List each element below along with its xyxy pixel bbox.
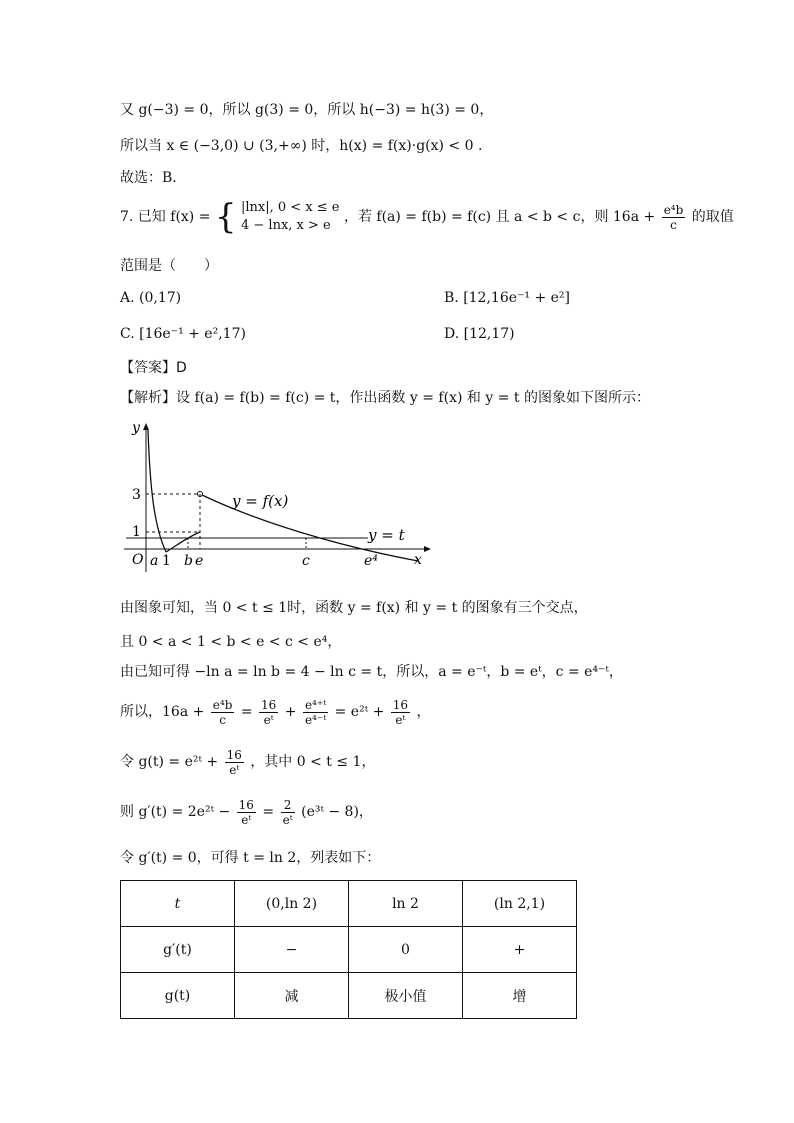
solution-line-1: 由图象可知，当 0 < t ≤ 1时，函数 y = f(x) 和 y = t 的图象有三个交点， [120,600,588,616]
s4-prefix: 所以，16a + [120,704,205,720]
s5-end: ，其中 0 < t ≤ 1， [250,754,376,770]
s4-tail: = e²ᵗ + [334,704,385,720]
s4-plus: + [284,704,297,720]
table-row [121,973,577,1019]
analysis-line: 【解析】设 f(a) = f(b) = f(c) = t，作出函数 y = f(x) 和 y = t 的图象如下图所示： [120,390,650,406]
s4-frac-2 [259,698,278,727]
s4-frac-1 [211,698,235,727]
option-b: B. [12,16e⁻¹ + e²] [444,290,571,306]
s4-f4-den: eᵗ [391,712,410,727]
option-c: C. [16e⁻¹ + e²,17) [120,326,246,342]
curve-label: y = f(x) [232,492,289,510]
fraction-numerator: e⁴b [663,202,684,217]
table-cell: + [463,927,577,973]
table-cell: − [235,927,349,973]
y-label: y [132,420,140,436]
table-cell: 减 [235,973,349,1019]
x-tick-1: 1 [162,553,171,569]
fraction-denominator: c [662,217,686,232]
table-cell: 极小值 [349,973,463,1019]
question-prefix: 7. 已知 f(x) = [120,209,211,225]
x-tick-b: b [184,553,193,569]
solution-line-5 [120,742,375,782]
s6-f1-den: eᵗ [237,812,256,827]
table-cell: 增 [463,973,577,1019]
table-cell: ln 2 [349,881,463,927]
question-line-2: 范围是（ ） [120,258,218,274]
s4-frac-4 [391,698,410,727]
sign-table [120,880,577,1019]
s4-f2-num: 16 [261,697,277,712]
table-cell: (ln 2,1) [463,881,577,927]
function-graph [118,418,438,576]
x-tick-a: a [150,553,159,569]
s4-f1-den: c [211,712,235,727]
piecewise-cases [241,199,340,235]
s6-frac-1 [237,798,256,827]
x-label: x [414,552,422,568]
tick-1: 1 [132,524,141,540]
s5-prefix: 令 g(t) = e²ᵗ + [120,754,219,770]
s6-frac-2 [281,798,295,827]
question-mid: ，若 f(a) = f(b) = f(c) 且 a < b < c，则 16a + [343,209,656,225]
question-fraction [662,203,686,232]
solution-line-3: 由已知可得 −ln a = ln b = 4 − ln c = t，所以，a = e⁻ᵗ，b = eᵗ，c = e⁴⁻ᵗ， [120,664,623,680]
s4-eq: = [240,704,253,720]
question-suffix: 的取值 [691,209,734,225]
text-line-2: 所以当 x ∈ (−3,0) ∪ (3,+∞) 时，h(x) = f(x)·g(x) < 0 . [120,138,483,154]
answer-line: 【答案】D [120,360,187,376]
s4-f3-den: e⁴⁻ᵗ [304,712,327,727]
s4-f3-num: e⁴⁺ᵗ [304,697,327,712]
table-cell: t [121,881,235,927]
case-2: 4 − lnx, x > e [241,218,331,233]
s6-prefix: 则 g′(t) = 2e²ᵗ − [120,804,231,820]
option-d: D. [12,17) [444,326,515,342]
s4-frac-3 [303,698,328,727]
line-label: y = t [368,526,405,544]
origin-label: O [132,552,144,568]
option-a: A. (0,17) [120,290,182,306]
brace: { [214,197,237,237]
solution-line-7: 令 g′(t) = 0，可得 t = ln 2，列表如下： [120,850,381,866]
s6-f2-den: eᵗ [282,812,293,827]
s5-frac [225,748,244,777]
table-row [121,927,577,973]
text-line-3: 故选：B. [120,170,177,186]
tick-3: 3 [132,487,141,503]
table-cell: 0 [349,927,463,973]
curve-left-branch [148,430,166,552]
x-tick-c: c [302,553,310,569]
solution-line-4 [120,692,431,732]
case-1: |lnx|, 0 < x ≤ e [241,200,340,215]
solution-line-2: 且 0 < a < 1 < b < e < c < e⁴， [120,634,342,650]
s6-f1-num: 16 [238,797,254,812]
s5-den: eᵗ [225,762,244,777]
s6-f2-num: 2 [283,797,292,812]
s5-num: 16 [226,747,242,762]
s4-f4-num: 16 [392,697,409,712]
table-cell: (0,ln 2) [235,881,349,927]
s6-eq: = [262,804,275,820]
s4-end: ， [416,704,431,720]
x-tick-e4: e⁴ [364,553,378,569]
table-cell: g(t) [121,973,235,1019]
table-cell: g′(t) [121,927,235,973]
x-tick-e: e [195,553,204,569]
question-7 [120,197,734,237]
s4-f2-den: eᵗ [259,712,278,727]
solution-line-6 [120,792,373,832]
s6-end: (e³ᵗ − 8)， [301,804,373,820]
s4-f1-num: e⁴b [212,697,233,712]
table-row [121,881,577,927]
text-line-1: 又 g(−3) = 0，所以 g(3) = 0，所以 h(−3) = h(3) = 0， [120,102,494,118]
